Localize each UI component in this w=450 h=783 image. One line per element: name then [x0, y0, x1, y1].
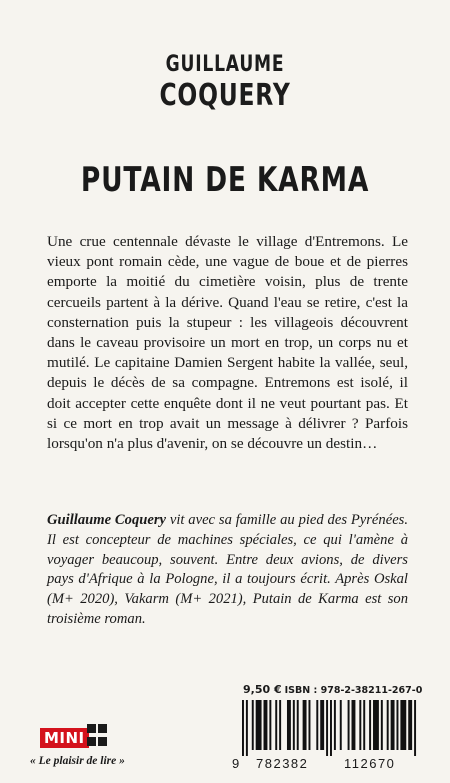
price: 9,50 €	[243, 683, 282, 696]
barcode-digits-group1: 782382	[256, 756, 309, 771]
author-first-name: GUILLAUME	[165, 52, 285, 77]
publisher-logo	[40, 720, 120, 750]
publisher-logo-squares-icon	[86, 722, 108, 748]
barcode-digits-group2: 112670	[344, 756, 396, 771]
synopsis-text: Une crue centennale dévaste le village d'Entremons. Le vieux pont romain cède, une vague de boue et de pierres emporte la moitié du cimetière voisin, plus de trente cercueils partent à la dérive. Quand l'eau se retire, c'est la consternation puis la stupeur : les villageois découvrent dans le caveau provisoire un mort en trop, un corps nu et mutilé. Le capitaine Damien Sergent habite la vallée, seul, depuis le décès de sa compagne. Entremons est isolé, il doit accepter cette enquête dont il ne veut pourtant pas. Et si ce mort en trop avait un message à délivrer ? Parfois lorsqu'on n'a plus d'avenir, on se découvre un destin…	[47, 233, 408, 453]
isbn: ISBN : 978-2-38211-267-0	[284, 685, 423, 696]
barcode-digit-first: 9	[232, 756, 241, 771]
author-last-name: COQUERY	[159, 78, 291, 113]
author-bio-name: Guillaume Coquery	[47, 512, 166, 528]
publisher-logo-text: MINI	[40, 728, 89, 748]
price-isbn-line	[243, 683, 423, 696]
author-bio	[47, 511, 408, 630]
book-title: PUTAIN DE KARMA	[80, 160, 370, 200]
publisher-slogan: « Le plaisir de lire »	[30, 755, 125, 767]
barcode	[240, 700, 420, 756]
author-bio-text: vit avec sa famille au pied des Pyrénées. Il est concepteur de machines spéciales, ce qui l'amène à voyager beaucoup, souvent. Entre deux avions, de divers pays d'Afrique à la Pologne, il a toujours écrit. Après Oskal (M+ 2020), Vakarm (M+ 2021), Putain de Karma est son troisième roman.	[47, 512, 408, 627]
